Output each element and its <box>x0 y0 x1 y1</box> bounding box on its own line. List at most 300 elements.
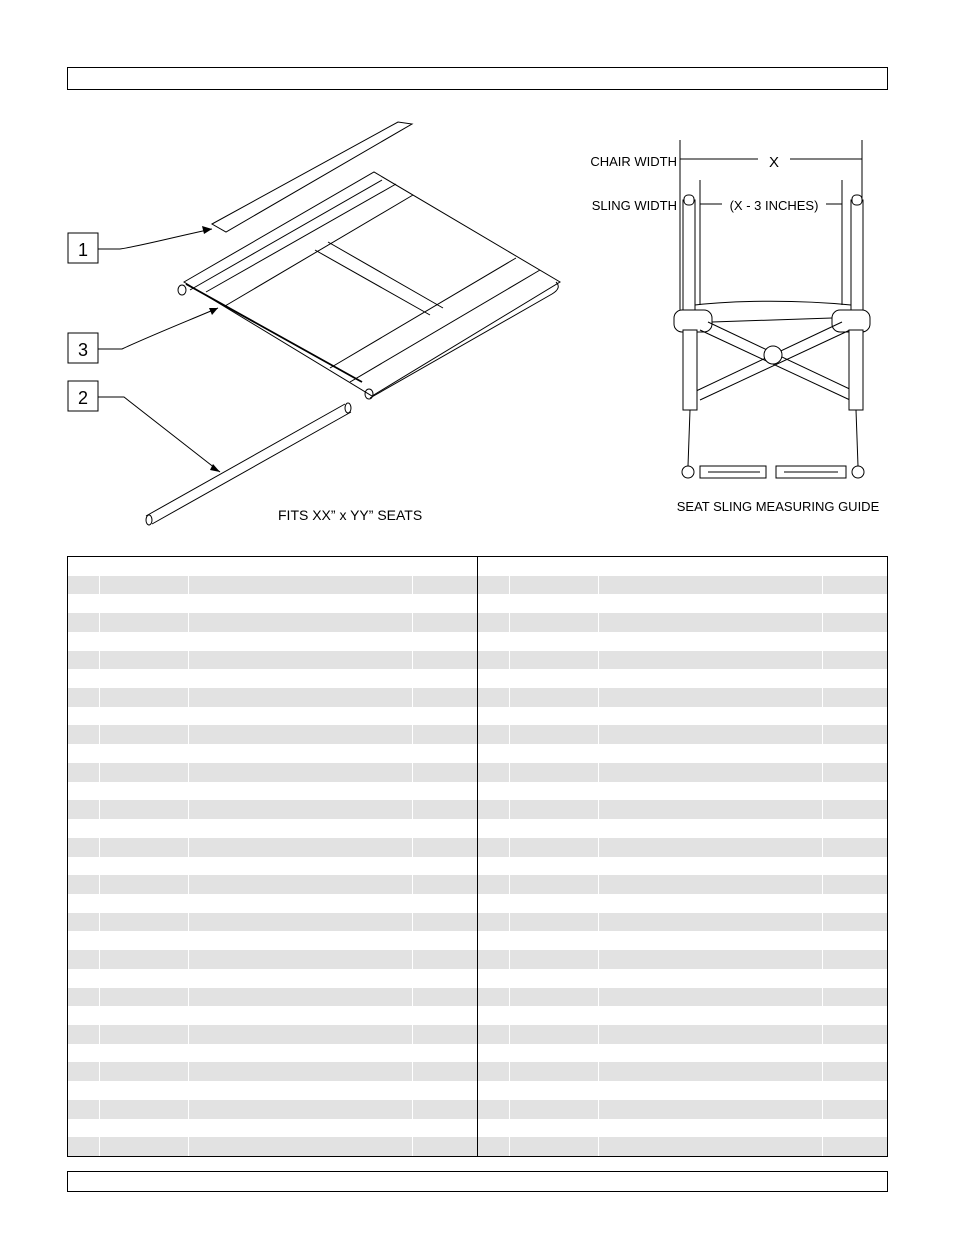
table-row <box>478 594 887 613</box>
table-cell <box>413 988 477 1007</box>
table-cell <box>413 613 477 632</box>
table-cell <box>189 1100 413 1119</box>
table-cell <box>68 1044 100 1063</box>
table-cell <box>510 950 599 969</box>
table-cell <box>823 1044 887 1063</box>
table-cell <box>478 1119 510 1138</box>
table-cell <box>100 557 189 576</box>
table-row <box>478 969 887 988</box>
table-cell <box>413 800 477 819</box>
table-cell <box>189 725 413 744</box>
table-cell <box>100 651 189 670</box>
table-cell <box>68 632 100 651</box>
table-row <box>68 576 477 595</box>
table-cell <box>413 1081 477 1100</box>
table-cell <box>478 1025 510 1044</box>
table-cell <box>100 1100 189 1119</box>
table-cell <box>823 557 887 576</box>
fits-label: FITS XX” x YY” SEATS <box>278 507 423 523</box>
table-cell <box>823 744 887 763</box>
table-cell <box>189 763 413 782</box>
table-row <box>478 1100 887 1119</box>
table-cell <box>599 1044 823 1063</box>
table-cell <box>510 1044 599 1063</box>
table-row <box>478 838 887 857</box>
table-cell <box>100 1006 189 1025</box>
table-cell <box>68 969 100 988</box>
table-cell <box>68 1062 100 1081</box>
parts-table-right <box>477 557 887 1156</box>
table-row <box>68 875 477 894</box>
table-cell <box>478 725 510 744</box>
table-cell <box>510 988 599 1007</box>
table-cell <box>478 1137 510 1156</box>
table-row <box>68 1137 477 1156</box>
table-row <box>478 632 887 651</box>
table-cell <box>823 1025 887 1044</box>
table-row <box>68 594 477 613</box>
table-cell <box>823 613 887 632</box>
table-row <box>68 651 477 670</box>
table-row <box>68 688 477 707</box>
table-row <box>68 988 477 1007</box>
table-cell <box>510 782 599 801</box>
table-cell <box>599 594 823 613</box>
callout-3: 3 <box>77 340 89 360</box>
callout-2: 2 <box>77 388 89 408</box>
table-cell <box>823 931 887 950</box>
table-cell <box>100 969 189 988</box>
table-cell <box>823 1062 887 1081</box>
table-cell <box>413 744 477 763</box>
table-cell <box>599 875 823 894</box>
table-cell <box>478 875 510 894</box>
table-cell <box>189 1025 413 1044</box>
table-cell <box>68 651 100 670</box>
table-row <box>478 613 887 632</box>
chair-width-label: CHAIR WIDTH <box>590 154 677 169</box>
table-row <box>478 763 887 782</box>
table-cell <box>68 894 100 913</box>
table-row <box>68 931 477 950</box>
table-row <box>68 1100 477 1119</box>
table-cell <box>413 632 477 651</box>
table-cell <box>823 838 887 857</box>
table-cell <box>478 744 510 763</box>
table-cell <box>189 576 413 595</box>
table-cell <box>189 1062 413 1081</box>
table-cell <box>68 913 100 932</box>
table-cell <box>599 1119 823 1138</box>
table-cell <box>599 1006 823 1025</box>
table-row <box>68 557 477 576</box>
table-cell <box>413 1006 477 1025</box>
table-cell <box>510 744 599 763</box>
table-cell <box>599 744 823 763</box>
table-cell <box>478 800 510 819</box>
table-row <box>68 707 477 726</box>
table-cell <box>823 969 887 988</box>
table-cell <box>189 969 413 988</box>
table-cell <box>100 1062 189 1081</box>
table-row <box>478 988 887 1007</box>
table-row <box>478 1119 887 1138</box>
table-row <box>478 913 887 932</box>
table-cell <box>100 1044 189 1063</box>
table-cell <box>478 763 510 782</box>
table-cell <box>68 594 100 613</box>
table-row <box>478 819 887 838</box>
table-cell <box>100 1025 189 1044</box>
table-row <box>478 576 887 595</box>
sling-width-value: (X - 3 INCHES) <box>729 198 819 213</box>
table-cell <box>510 632 599 651</box>
table-row <box>68 1044 477 1063</box>
table-row <box>478 894 887 913</box>
table-cell <box>478 557 510 576</box>
table-cell <box>413 576 477 595</box>
table-cell <box>68 988 100 1007</box>
table-cell <box>823 782 887 801</box>
table-cell <box>100 931 189 950</box>
table-cell <box>413 1025 477 1044</box>
table-cell <box>510 1006 599 1025</box>
table-cell <box>478 1100 510 1119</box>
table-cell <box>68 838 100 857</box>
table-row <box>478 651 887 670</box>
table-row <box>68 763 477 782</box>
table-row <box>68 800 477 819</box>
table-cell <box>413 950 477 969</box>
guide-caption: SEAT SLING MEASURING GUIDE <box>676 499 880 514</box>
table-cell <box>413 725 477 744</box>
table-cell <box>478 576 510 595</box>
table-cell <box>823 594 887 613</box>
table-cell <box>189 1006 413 1025</box>
table-row <box>478 725 887 744</box>
table-cell <box>68 1100 100 1119</box>
table-cell <box>478 1044 510 1063</box>
table-cell <box>510 557 599 576</box>
table-cell <box>413 1119 477 1138</box>
table-cell <box>68 763 100 782</box>
table-cell <box>599 857 823 876</box>
table-cell <box>100 819 189 838</box>
table-cell <box>599 1100 823 1119</box>
table-cell <box>413 819 477 838</box>
table-cell <box>599 838 823 857</box>
table-cell <box>823 669 887 688</box>
sling-width-label: SLING WIDTH <box>591 198 677 213</box>
table-cell <box>100 950 189 969</box>
table-cell <box>189 819 413 838</box>
table-cell <box>189 1137 413 1156</box>
table-cell <box>68 931 100 950</box>
table-cell <box>189 1044 413 1063</box>
table-cell <box>100 594 189 613</box>
table-cell <box>100 800 189 819</box>
table-cell <box>823 913 887 932</box>
table-row <box>478 1137 887 1156</box>
table-cell <box>599 819 823 838</box>
table-cell <box>189 707 413 726</box>
table-cell <box>510 894 599 913</box>
table-cell <box>100 988 189 1007</box>
table-cell <box>599 931 823 950</box>
table-cell <box>478 632 510 651</box>
table-cell <box>68 875 100 894</box>
table-cell <box>68 1025 100 1044</box>
table-cell <box>189 894 413 913</box>
table-row <box>478 707 887 726</box>
table-cell <box>68 782 100 801</box>
table-row <box>68 857 477 876</box>
table-row <box>68 1025 477 1044</box>
table-cell <box>189 557 413 576</box>
table-cell <box>510 1081 599 1100</box>
table-cell <box>100 613 189 632</box>
table-cell <box>510 669 599 688</box>
table-cell <box>823 819 887 838</box>
table-cell <box>599 725 823 744</box>
table-row <box>478 744 887 763</box>
table-row <box>68 913 477 932</box>
table-cell <box>478 1081 510 1100</box>
table-cell <box>189 669 413 688</box>
table-cell <box>68 857 100 876</box>
table-cell <box>823 1006 887 1025</box>
table-cell <box>823 988 887 1007</box>
table-cell <box>189 875 413 894</box>
table-cell <box>100 894 189 913</box>
table-cell <box>823 1100 887 1119</box>
table-cell <box>478 707 510 726</box>
table-cell <box>478 688 510 707</box>
table-cell <box>68 669 100 688</box>
table-cell <box>189 1081 413 1100</box>
table-cell <box>413 857 477 876</box>
table-cell <box>413 1100 477 1119</box>
table-cell <box>100 782 189 801</box>
table-cell <box>413 913 477 932</box>
table-cell <box>599 651 823 670</box>
table-row <box>478 669 887 688</box>
table-cell <box>823 576 887 595</box>
table-cell <box>823 875 887 894</box>
table-cell <box>68 1081 100 1100</box>
table-cell <box>510 800 599 819</box>
table-cell <box>68 707 100 726</box>
table-cell <box>599 557 823 576</box>
table-row <box>68 1006 477 1025</box>
table-cell <box>823 651 887 670</box>
chair-width-value: X <box>768 154 780 171</box>
table-cell <box>413 1044 477 1063</box>
table-cell <box>478 857 510 876</box>
table-cell <box>478 988 510 1007</box>
table-row <box>68 632 477 651</box>
table-cell <box>599 632 823 651</box>
table-cell <box>413 931 477 950</box>
table-cell <box>68 688 100 707</box>
table-cell <box>823 1137 887 1156</box>
table-cell <box>478 894 510 913</box>
table-cell <box>599 576 823 595</box>
table-cell <box>510 838 599 857</box>
table-cell <box>189 651 413 670</box>
table-cell <box>599 782 823 801</box>
table-cell <box>189 744 413 763</box>
table-row <box>68 838 477 857</box>
table-cell <box>510 613 599 632</box>
table-row <box>478 875 887 894</box>
table-cell <box>68 950 100 969</box>
table-cell <box>100 576 189 595</box>
table-cell <box>100 857 189 876</box>
table-row <box>478 857 887 876</box>
table-cell <box>413 707 477 726</box>
table-cell <box>599 800 823 819</box>
table-cell <box>189 632 413 651</box>
table-cell <box>413 651 477 670</box>
table-cell <box>413 969 477 988</box>
table-row <box>68 894 477 913</box>
table-cell <box>68 557 100 576</box>
table-cell <box>599 763 823 782</box>
table-cell <box>599 688 823 707</box>
table-cell <box>478 931 510 950</box>
table-cell <box>68 725 100 744</box>
table-cell <box>100 1137 189 1156</box>
table-cell <box>599 969 823 988</box>
table-row <box>68 950 477 969</box>
table-row <box>68 1119 477 1138</box>
table-row <box>478 557 887 576</box>
table-cell <box>823 894 887 913</box>
table-row <box>68 969 477 988</box>
table-cell <box>189 782 413 801</box>
table-cell <box>510 969 599 988</box>
footer-bar <box>67 1171 888 1192</box>
table-cell <box>68 819 100 838</box>
table-cell <box>478 819 510 838</box>
table-cell <box>510 875 599 894</box>
table-row <box>478 931 887 950</box>
table-row <box>68 744 477 763</box>
table-cell <box>413 594 477 613</box>
table-row <box>68 669 477 688</box>
table-row <box>68 613 477 632</box>
table-cell <box>478 613 510 632</box>
parts-table <box>67 556 888 1157</box>
table-cell <box>823 632 887 651</box>
table-cell <box>189 950 413 969</box>
table-cell <box>68 1119 100 1138</box>
table-cell <box>478 1006 510 1025</box>
table-cell <box>599 950 823 969</box>
table-cell <box>100 707 189 726</box>
table-row <box>68 819 477 838</box>
table-cell <box>189 838 413 857</box>
table-cell <box>189 913 413 932</box>
table-cell <box>599 707 823 726</box>
table-cell <box>413 557 477 576</box>
table-cell <box>478 782 510 801</box>
table-cell <box>599 1081 823 1100</box>
table-cell <box>100 1081 189 1100</box>
table-cell <box>510 1100 599 1119</box>
table-cell <box>510 1025 599 1044</box>
table-cell <box>189 931 413 950</box>
table-cell <box>823 688 887 707</box>
table-row <box>478 782 887 801</box>
table-cell <box>599 913 823 932</box>
table-cell <box>189 594 413 613</box>
table-row <box>478 1044 887 1063</box>
header-bar <box>67 67 888 90</box>
table-cell <box>413 875 477 894</box>
table-cell <box>510 576 599 595</box>
table-cell <box>599 1025 823 1044</box>
table-cell <box>189 800 413 819</box>
table-cell <box>823 950 887 969</box>
table-cell <box>100 875 189 894</box>
table-cell <box>510 1137 599 1156</box>
table-cell <box>100 669 189 688</box>
table-cell <box>823 707 887 726</box>
table-cell <box>100 1119 189 1138</box>
table-cell <box>510 913 599 932</box>
table-cell <box>68 1137 100 1156</box>
table-cell <box>478 651 510 670</box>
table-cell <box>510 1062 599 1081</box>
table-cell <box>100 763 189 782</box>
table-cell <box>100 838 189 857</box>
table-cell <box>510 857 599 876</box>
table-row <box>478 950 887 969</box>
parts-diagram <box>0 100 954 550</box>
callout-1: 1 <box>77 240 89 260</box>
table-cell <box>100 688 189 707</box>
table-cell <box>413 894 477 913</box>
table-cell <box>68 576 100 595</box>
table-cell <box>599 669 823 688</box>
table-cell <box>413 1137 477 1156</box>
table-cell <box>823 857 887 876</box>
table-cell <box>823 1081 887 1100</box>
table-cell <box>510 931 599 950</box>
table-cell <box>100 725 189 744</box>
table-cell <box>413 669 477 688</box>
table-row <box>478 1062 887 1081</box>
table-cell <box>100 913 189 932</box>
table-cell <box>100 632 189 651</box>
table-cell <box>823 725 887 744</box>
table-cell <box>68 800 100 819</box>
table-row <box>478 800 887 819</box>
table-cell <box>478 950 510 969</box>
table-cell <box>478 669 510 688</box>
table-cell <box>510 594 599 613</box>
table-cell <box>510 819 599 838</box>
table-cell <box>68 1006 100 1025</box>
table-cell <box>189 613 413 632</box>
table-cell <box>599 613 823 632</box>
table-cell <box>599 1137 823 1156</box>
table-cell <box>68 744 100 763</box>
table-cell <box>413 1062 477 1081</box>
table-row <box>68 782 477 801</box>
